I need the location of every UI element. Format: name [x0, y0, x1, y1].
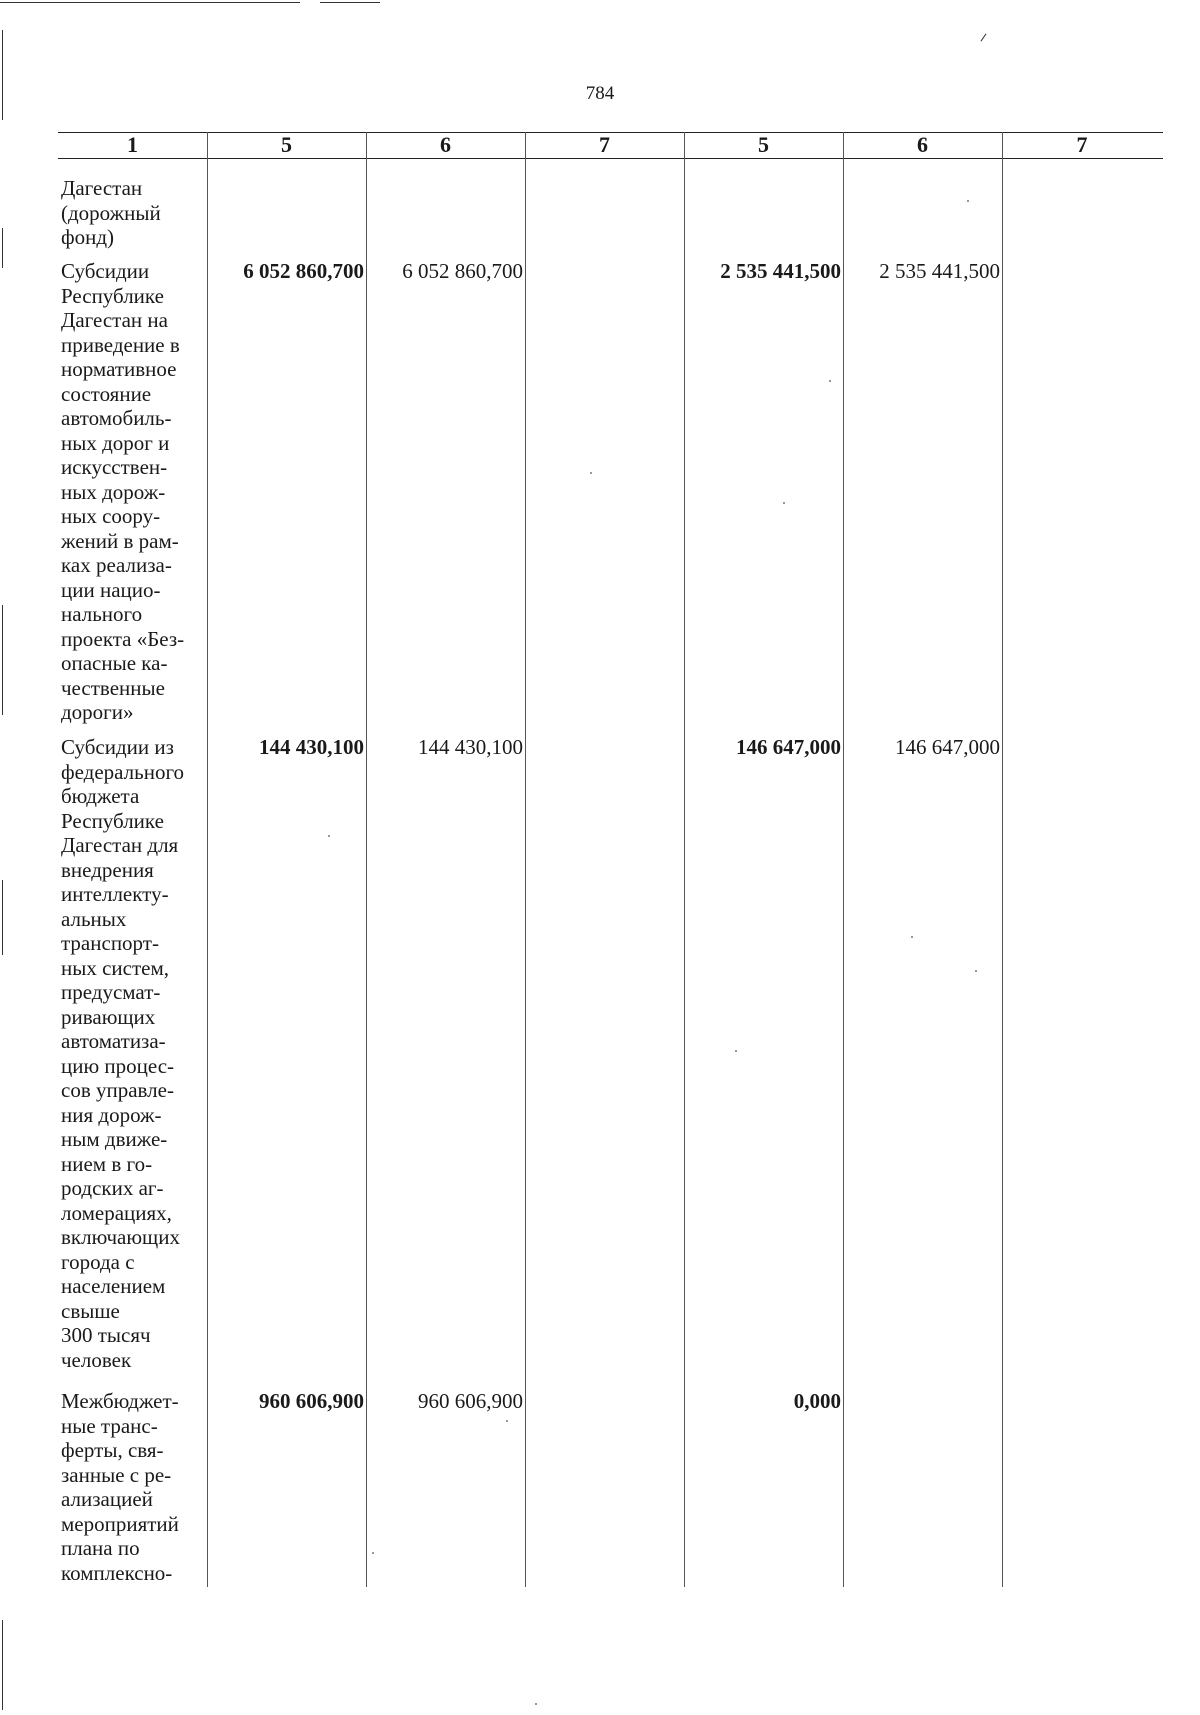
row-description: Дагестан (дорожный фонд): [61, 176, 161, 249]
value-col5-first: 960 606,900: [259, 1389, 364, 1413]
page-number: 784: [585, 83, 615, 104]
scan-speck: [372, 1552, 374, 1554]
column-divider: [843, 132, 844, 1587]
value-col5-second: 0,000: [793, 1389, 841, 1413]
column-header: 6: [917, 132, 928, 157]
scan-left-mark: [2, 228, 3, 268]
table-header-rule: [58, 158, 1163, 159]
scan-left-mark: [2, 1620, 3, 1710]
value-col6-second: 2 535 441,500: [879, 259, 1000, 283]
column-divider: [684, 132, 685, 1587]
value-col5-second: 2 535 441,500: [720, 259, 841, 283]
value-col6-first: 6 052 860,700: [402, 259, 523, 283]
row-description: Субсидии из федерального бюджета Республике Дагестан для внедрения интеллекту- альных транспорт- ных систем, предусмат- ривающих автоматиза- цию процес- сов управле- ния дорож- ным движе- нием в го- родских аг- ломерациях, включающих города с населением свыше 300 тысяч человек: [61, 735, 185, 1372]
column-header: 5: [281, 132, 292, 157]
scan-left-mark: [2, 605, 3, 715]
column-divider: [525, 132, 526, 1587]
value-col5-first: 144 430,100: [259, 735, 364, 759]
scan-speck: [829, 380, 831, 382]
column-divider: [207, 132, 208, 1587]
scan-left-mark: [2, 880, 3, 955]
column-divider: [366, 132, 367, 1587]
value-col6-first: 144 430,100: [418, 735, 523, 759]
column-header: 6: [440, 132, 451, 157]
column-header: 1: [127, 132, 138, 157]
scan-speck: [735, 1050, 737, 1052]
scan-speck: [590, 472, 592, 474]
scan-tick-mark: [981, 34, 987, 42]
column-divider: [1002, 132, 1003, 1587]
scan-speck: [967, 200, 969, 202]
scan-speck: [328, 835, 330, 837]
scan-left-mark: [2, 30, 3, 120]
scan-speck: [911, 936, 913, 938]
column-header: 7: [1076, 132, 1088, 157]
value-col5-second: 146 647,000: [736, 735, 841, 759]
scan-speck: [506, 1420, 508, 1422]
row-description: Межбюджет- ные транс- ферты, свя- занные с ре- ализацией мероприятий плана по комплексно-: [61, 1389, 179, 1585]
scan-speck: [535, 1703, 537, 1705]
column-header: 5: [758, 132, 769, 157]
value-col6-first: 960 606,900: [418, 1389, 523, 1413]
scan-top-rule: [0, 2, 300, 3]
scan-top-rule-right: [320, 2, 380, 3]
row-description: Субсидии Республике Дагестан на приведение в нормативное состояние автомобиль- ных дорог и искусствен- ных дорож- ных соору- жений в рам- ках реализа- ции нацио- нального проекта «Без- опасные ка- чественные дороги»: [61, 259, 185, 724]
value-col5-first: 6 052 860,700: [243, 259, 364, 283]
scan-speck: [783, 502, 785, 504]
value-col6-second: 146 647,000: [895, 735, 1000, 759]
column-header: 7: [599, 132, 610, 157]
scan-speck: [975, 970, 977, 972]
